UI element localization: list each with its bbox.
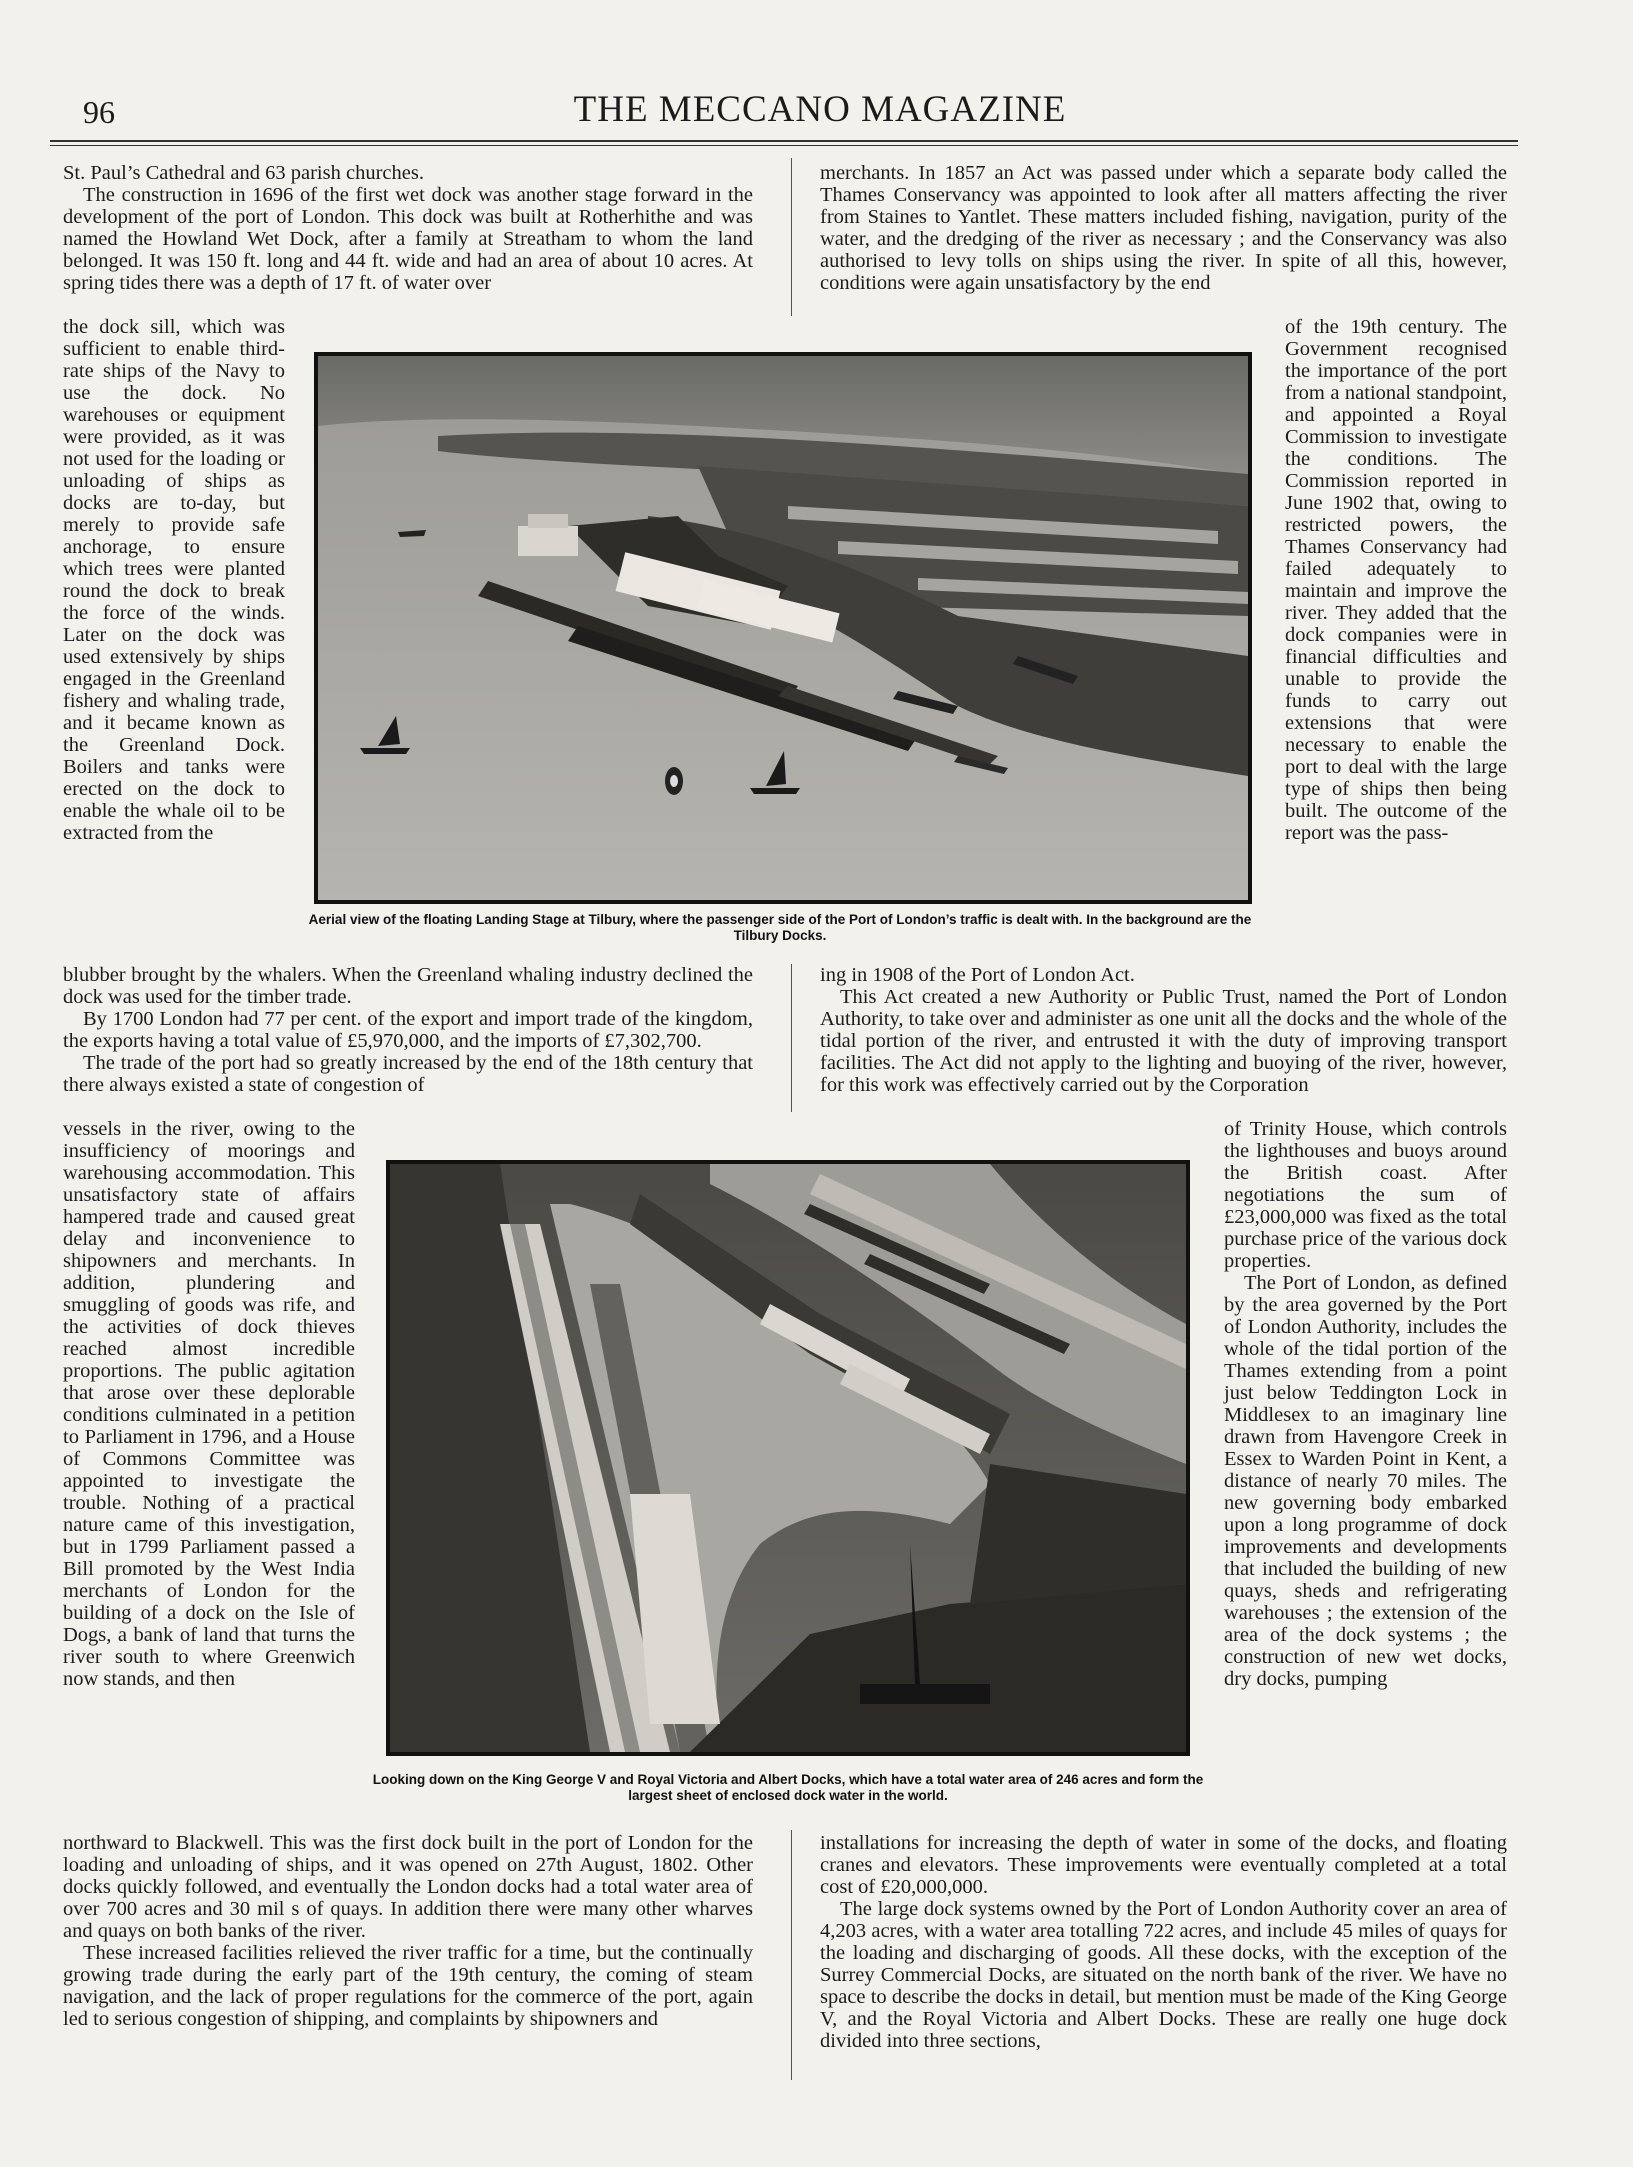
left-text-block-3 — [63, 1832, 753, 2030]
page-number: 96 — [83, 94, 115, 130]
column-divider — [791, 158, 792, 316]
header-rule — [50, 140, 1518, 142]
column-divider — [791, 964, 792, 1112]
royal-docks-photo-caption: Looking down on the King George V and Royal Victoria and Albert Docks, which have a total water area of 246 acres and form the largest sheet of enclosed dock water in the world. — [372, 1772, 1204, 1803]
right-narrow-text-2 — [1224, 1118, 1507, 1690]
paragraph: vessels in the river, owing to the insufficiency of moorings and warehousing accommodation. This unsatisfactory state of affairs hampered trade and caused great delay and inconvenience to shipowners and merchants. In addition, plundering and smuggling of goods was rife, and the activities of dock thieves reached almost incredible proportions. The public agitation that arose over these deplorable conditions culminated in a petition to Parliament in 1796, and a House of Commons Committee was appointed to investigate the trouble. Nothing of a practical nature came of this investigation, but in 1799 Parliament passed a Bill promoted by the West India merchants of London for the building of a dock on the Isle of Dogs, a bank of land that turns the river south to where Greenwich now stands, and then — [63, 1118, 355, 1690]
paragraph: St. Paul’s Cathedral and 63 parish churches. — [63, 162, 424, 184]
paragraph: The Port of London, as defined by the area governed by the Port of London Authority, includes the whole of the tidal portion of the Thames extending from a point just below Teddington Lock in Middlesex to an imaginary line drawn from Havengore Creek in Essex to Warden Point in Kent, a distance of nearly 70 miles. The new governing body embarked upon a long programme of dock improvements and developments that included the building of new quays, sheds and refrigerating warehouses ; the extension of the area of the dock systems ; the construction of new wet docks, dry docks, pumping — [1224, 1272, 1507, 1690]
right-text-block-1 — [820, 162, 1507, 294]
paragraph: installations for increasing the depth of water in some of the docks, and floating cranes and elevators. These improvements were eventually completed at a total cost of £20,000,000. — [820, 1832, 1507, 1898]
left-narrow-text-1 — [63, 316, 285, 844]
tilbury-aerial-image — [318, 356, 1248, 900]
royal-docks-aerial-photo — [386, 1160, 1190, 1756]
right-text-block-3 — [820, 1832, 1507, 2052]
left-text-block-1 — [63, 162, 753, 294]
paragraph: ing in 1908 of the Port of London Act. — [820, 964, 1135, 986]
paragraph: northward to Blackwell. This was the first dock built in the port of London for the loading and unloading of ships, and it was opened on 27th August, 1802. Other docks quickly followed, and eventually the London docks had a total water area of over 700 acres and 30 mil s of quays. In addition there were many other wharves and quays on both banks of the river. — [63, 1832, 753, 1942]
paragraph: This Act created a new Authority or Public Trust, named the Port of London Authority, to take over and administer as one unit all the docks and the whole of the tidal portion of the river, and entrusted it with the duty of improving transport facilities. The Act did not apply to the lighting and buoying of the river, however, for this work was effectively carried out by the Corporation — [820, 986, 1507, 1096]
tilbury-photo-caption: Aerial view of the floating Landing Stage at Tilbury, where the passenger side of the Port of London’s traffic is dealt with. In the background are the Tilbury Docks. — [308, 912, 1252, 943]
paragraph: of Trinity House, which controls the lighthouses and buoys around the British coast. After negotiations the sum of £23,000,000 was fixed as the total purchase price of the various dock properties. — [1224, 1118, 1507, 1272]
magazine-title: THE MECCANO MAGAZINE — [573, 89, 1067, 130]
paragraph: The construction in 1696 of the first wet dock was another stage forward in the development of the port of London. This dock was built at Rotherhithe and was named the Howland Wet Dock, after a family at Streatham to whom the land belonged. It was 150 ft. long and 44 ft. wide and had an area of about 10 acres. At spring tides there was a depth of 17 ft. of water over — [63, 184, 753, 294]
left-text-block-2 — [63, 964, 753, 1096]
paragraph: blubber brought by the whalers. When the Greenland whaling industry declined the dock was used for the timber trade. — [63, 964, 753, 1008]
left-narrow-text-2 — [63, 1118, 355, 1690]
right-text-block-2 — [820, 964, 1507, 1096]
paragraph: of the 19th century. The Government recognised the importance of the port from a national standpoint, and appointed a Royal Commission to investigate the conditions. The Commission reported in June 1902 that, owing to restricted powers, the Thames Conservancy had failed adequately to maintain and improve the river. They added that the dock companies were in financial difficulties and unable to provide the funds to carry out extensions that were necessary to enable the port to deal with the large type of ships then being built. The outcome of the report was the pass- — [1285, 316, 1507, 844]
paragraph: the dock sill, which was sufficient to enable third-rate ships of the Navy to use the dock. No warehouses or equipment were provided, as it was not used for the loading or unloading of ships as docks are to-day, but merely to provide safe anchorage, to ensure which trees were planted round the dock to break the force of the winds. Later on the dock was used extensively by ships engaged in the Greenland fishery and whaling trade, and it became known as the Greenland Dock. Boilers and tanks were erected on the dock to enable the whale oil to be extracted from the — [63, 316, 285, 844]
paragraph: The trade of the port had so greatly increased by the end of the 18th century that there always existed a state of congestion of — [63, 1052, 753, 1096]
paragraph: By 1700 London had 77 per cent. of the export and import trade of the kingdom, the exports having a total value of £5,970,000, and the imports of £7,302,700. — [63, 1008, 753, 1052]
paragraph: merchants. In 1857 an Act was passed under which a separate body called the Thames Conservancy was appointed to look after all matters affecting the river from Staines to Yantlet. These matters included fishing, navigation, purity of the water, and the dredging of the river as necessary ; and the Conservancy was also authorised to levy tolls on ships using the river. In spite of all this, however, conditions were again unsatisfactory by the end — [820, 162, 1507, 294]
paragraph: These increased facilities relieved the river traffic for a time, but the continually growing trade during the early part of the 19th century, the coming of steam navigation, and the lack of proper regulations for the commerce of the port, again led to serious congestion of shipping, and complaints by shipowners and — [63, 1942, 753, 2030]
tilbury-aerial-photo — [314, 352, 1252, 904]
right-narrow-text-1 — [1285, 316, 1507, 844]
paragraph: The large dock systems owned by the Port of London Authority cover an area of 4,203 acres, with a water area totalling 722 acres, and include 45 miles of quays for the loading and discharging of goods. All these docks, with the exception of the Surrey Commercial Docks, are situated on the north bank of the river. We have no space to describe the docks in detail, but mention must be made of the King George V, and the Royal Victoria and Albert Docks. These are really one huge dock divided into three sections, — [820, 1898, 1507, 2052]
column-divider — [791, 1830, 792, 2080]
royal-docks-aerial-image — [390, 1164, 1186, 1752]
header-rule-thin — [50, 145, 1518, 146]
